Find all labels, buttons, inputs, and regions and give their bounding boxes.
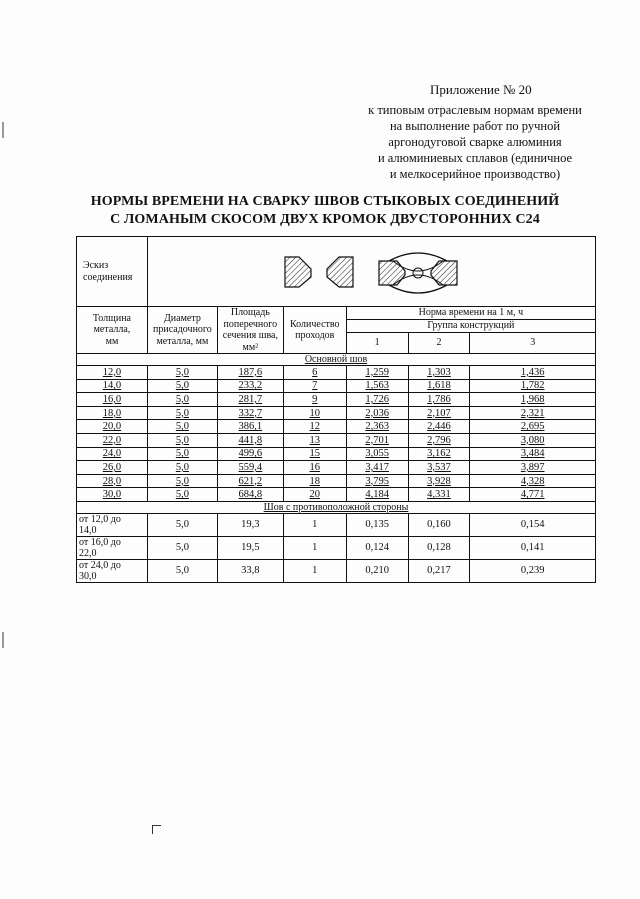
table-cell: 30,0	[77, 488, 148, 502]
table-cell: 499,6	[217, 447, 283, 461]
table-cell: 1	[283, 513, 346, 536]
table-cell: 5,0	[147, 536, 217, 559]
table-cell: 0,160	[408, 513, 470, 536]
col-area	[217, 307, 283, 354]
table-cell: 15	[283, 447, 346, 461]
table-cell: 5,0	[147, 420, 217, 434]
corner-mark	[152, 825, 161, 834]
joint-sketch-icon	[281, 249, 461, 295]
table-cell: 9	[283, 393, 346, 407]
col-group: Группа конструкций	[346, 319, 595, 332]
table-cell: 0,217	[408, 559, 470, 582]
range-text: от 12,0 до	[79, 513, 121, 525]
table-cell: 621,2	[217, 474, 283, 488]
sketch-label	[77, 237, 148, 307]
table-cell: 2,036	[346, 406, 408, 420]
back-rows	[77, 513, 596, 582]
table-cell: 5,0	[147, 433, 217, 447]
table-cell: 1,782	[470, 379, 596, 393]
table-cell: 0,135	[346, 513, 408, 536]
table-cell: 19,3	[217, 513, 283, 536]
table-row	[77, 461, 596, 475]
table-cell: 386,1	[217, 420, 283, 434]
table-row	[77, 559, 596, 582]
table-cell: 3,055	[346, 447, 408, 461]
header-row-1	[77, 307, 596, 320]
table-cell: 4,184	[346, 488, 408, 502]
table-cell: 2,701	[346, 433, 408, 447]
table-cell: 0,154	[470, 513, 596, 536]
table-cell: 12,0	[77, 366, 148, 380]
appendix-subtitle	[330, 102, 620, 182]
sketch-label-line: соединения	[83, 271, 133, 283]
table-cell: 559,4	[217, 461, 283, 475]
margin-mark	[2, 632, 4, 648]
table-cell: 0,239	[470, 559, 596, 582]
table-cell: 5,0	[147, 474, 217, 488]
table-cell: 2,796	[408, 433, 470, 447]
table-row	[77, 393, 596, 407]
title-line: С ЛОМАНЫМ СКОСОМ ДВУХ КРОМОК ДВУСТОРОННИХ С24	[110, 212, 540, 227]
subtitle-line: и алюминиевых сплавов (единичное	[377, 151, 573, 165]
table-cell: 3,484	[470, 447, 596, 461]
section-back-label: Шов с противоположной стороны	[77, 501, 596, 513]
table-cell: 10	[283, 406, 346, 420]
table-cell: 5,0	[147, 559, 217, 582]
table-cell: 26,0	[77, 461, 148, 475]
table-cell: 14,0	[77, 379, 148, 393]
table-cell: 5,0	[147, 379, 217, 393]
table-row	[77, 488, 596, 502]
header-text: проходов	[295, 330, 335, 341]
table-cell: 3,537	[408, 461, 470, 475]
table-cell: 22,0	[77, 433, 148, 447]
table-cell: 1,436	[470, 366, 596, 380]
subtitle-line: к типовым отраслевым нормам времени	[368, 103, 582, 117]
table-cell: 0,210	[346, 559, 408, 582]
table-cell: 0,124	[346, 536, 408, 559]
subtitle-line: аргонодуговой сварке алюминия	[388, 135, 562, 149]
table-cell: 5,0	[147, 461, 217, 475]
table-row	[77, 366, 596, 380]
table-cell: 2,363	[346, 420, 408, 434]
subtitle-line: и мелкосерийное производство)	[389, 167, 561, 181]
table-row	[77, 536, 596, 559]
joint-sketch	[147, 237, 595, 307]
table-cell: 18	[283, 474, 346, 488]
header-text: Площадь	[230, 307, 270, 318]
table-cell: 28,0	[77, 474, 148, 488]
table-cell: 1,726	[346, 393, 408, 407]
col-norm: Норма времени на 1 м, ч	[346, 307, 595, 320]
table-cell: 4,331	[408, 488, 470, 502]
table-cell: 16	[283, 461, 346, 475]
table-cell: 1,786	[408, 393, 470, 407]
table-cell: 5,0	[147, 393, 217, 407]
table-cell: 18,0	[77, 406, 148, 420]
header-text: присадочного	[153, 324, 212, 336]
main-rows	[77, 366, 596, 502]
header-text: Толщина	[92, 312, 131, 324]
table-cell: 233,2	[217, 379, 283, 393]
table-cell: 5,0	[147, 366, 217, 380]
table-cell: 3,080	[470, 433, 596, 447]
header-text: металла, мм	[156, 335, 209, 347]
table-cell: 281,7	[217, 393, 283, 407]
table-cell: 1,968	[470, 393, 596, 407]
table-cell: 6	[283, 366, 346, 380]
table-cell: 441,8	[217, 433, 283, 447]
col-group-1: 1	[346, 332, 408, 353]
table-cell: 5,0	[147, 406, 217, 420]
table-cell: 5,0	[147, 447, 217, 461]
table-cell: 12	[283, 420, 346, 434]
col-group-3: 3	[470, 332, 596, 353]
table-cell: 4,771	[470, 488, 596, 502]
thickness-range	[77, 559, 148, 582]
title-line: НОРМЫ ВРЕМЕНИ НА СВАРКУ ШВОВ СТЫКОВЫХ СОЕДИНЕНИЙ	[90, 194, 560, 209]
header-text: мм	[105, 335, 119, 347]
table-cell: 1,563	[346, 379, 408, 393]
table-cell: 1,303	[408, 366, 470, 380]
range-text: от 24,0 до	[79, 559, 121, 571]
table-cell: 3,795	[346, 474, 408, 488]
table-cell: 19,5	[217, 536, 283, 559]
range-text: 30,0	[79, 570, 97, 582]
table-cell: 0,141	[470, 536, 596, 559]
margin-mark	[2, 122, 4, 138]
table-cell: 3,928	[408, 474, 470, 488]
norms-table	[76, 236, 596, 583]
table-cell: 24,0	[77, 447, 148, 461]
table-cell: 3,162	[408, 447, 470, 461]
table-row	[77, 379, 596, 393]
section-main	[77, 354, 596, 366]
table-row	[77, 447, 596, 461]
table-cell: 684,8	[217, 488, 283, 502]
table-cell: 33,8	[217, 559, 283, 582]
header-text: сечения шва,	[222, 330, 278, 341]
col-group-2: 2	[408, 332, 470, 353]
table-row	[77, 513, 596, 536]
table-cell: 7	[283, 379, 346, 393]
table-cell: 1,618	[408, 379, 470, 393]
thickness-range	[77, 536, 148, 559]
table-cell: 2,321	[470, 406, 596, 420]
sketch-label-line: Эскиз	[83, 259, 109, 271]
table-cell: 20,0	[77, 420, 148, 434]
header-text: поперечного	[223, 318, 278, 330]
header-text: Диаметр	[163, 312, 201, 324]
table-cell: 2,107	[408, 406, 470, 420]
header-text: мм²	[242, 341, 259, 353]
table-row	[77, 433, 596, 447]
thickness-range	[77, 513, 148, 536]
table-cell: 5,0	[147, 488, 217, 502]
sketch-row	[77, 237, 596, 307]
table-cell: 332,7	[217, 406, 283, 420]
document-title	[60, 193, 590, 229]
table-row	[77, 406, 596, 420]
table-row	[77, 474, 596, 488]
col-diameter	[147, 307, 217, 354]
subtitle-line: на выполнение работ по ручной	[389, 119, 561, 133]
range-text: от 16,0 до	[79, 536, 121, 548]
table-cell: 2,695	[470, 420, 596, 434]
table-cell: 16,0	[77, 393, 148, 407]
table-cell: 187,6	[217, 366, 283, 380]
table-cell: 20	[283, 488, 346, 502]
section-back	[77, 501, 596, 513]
table-cell: 0,128	[408, 536, 470, 559]
appendix-number: Приложение № 20	[430, 82, 532, 97]
table-cell: 13	[283, 433, 346, 447]
table-cell: 3,417	[346, 461, 408, 475]
col-passes	[283, 307, 346, 354]
col-thickness	[77, 307, 148, 354]
table-cell: 3,897	[470, 461, 596, 475]
range-text: 22,0	[79, 547, 97, 559]
table-cell: 2,446	[408, 420, 470, 434]
table-row	[77, 420, 596, 434]
table-cell: 1,259	[346, 366, 408, 380]
header-text: Количество	[290, 318, 340, 330]
table-cell: 4,328	[470, 474, 596, 488]
header-text: металла,	[93, 324, 131, 336]
range-text: 14,0	[79, 524, 97, 536]
table-cell: 1	[283, 536, 346, 559]
section-main-label: Основной шов	[77, 354, 596, 366]
table-cell: 5,0	[147, 513, 217, 536]
table-cell: 1	[283, 559, 346, 582]
